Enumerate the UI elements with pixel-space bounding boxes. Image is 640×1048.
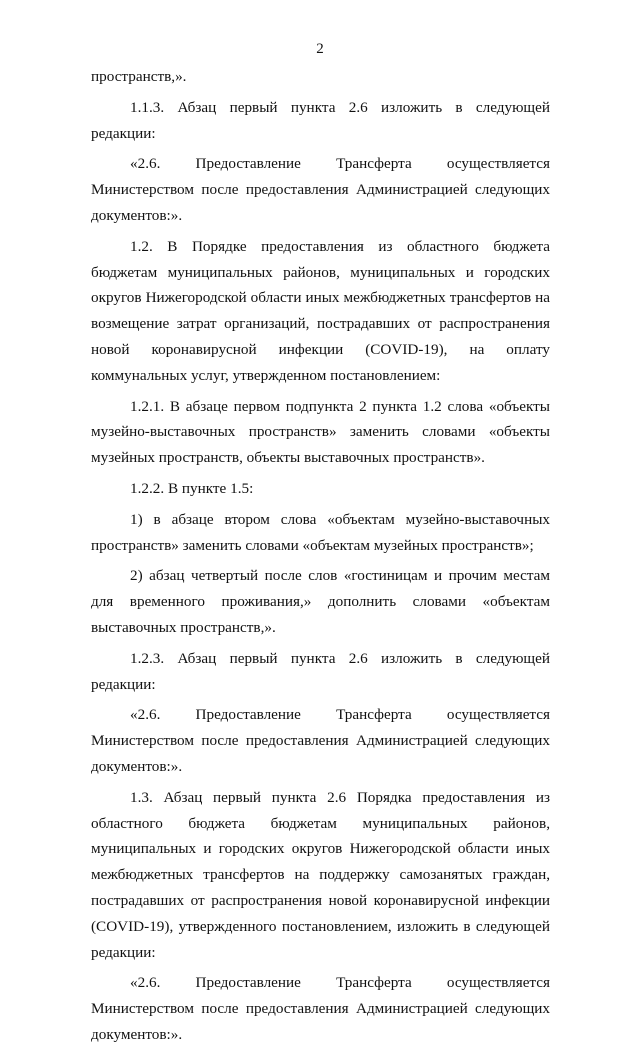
paragraph-item-2: 2) абзац четвертый после слов «гостиницам и прочим местам для временного проживания,» дополнить словами «объектам выставочных пространств,». <box>91 567 550 636</box>
page-number: 2 <box>316 41 324 57</box>
paragraph-1-2: 1.2. В Порядке предоставления из областного бюджета бюджетам муниципальных районов, муниципальных и городских округов Нижегородской области иных межбюджетных трансфертов на возмещение затрат организаций, пострадавших от распространения новой коронавирусной инфекции (COVID-19), на оплату коммунальных услуг, утвержденном постановлением: <box>91 237 550 384</box>
paragraph-item-1: 1) в абзаце втором слова «объектам музейно-выставочных пространств» заменить словами «объектам музейных пространств»; <box>91 510 550 554</box>
paragraph-1-2-3: 1.2.3. Абзац первый пункта 2.6 изложить в следующей редакции: <box>91 649 550 693</box>
paragraph-quote-2-6: «2.6. Предоставление Трансферта осуществляется Министерством после предоставления Администрацией следующих документов:». <box>91 974 550 1043</box>
paragraph-1-3: 1.3. Абзац первый пункта 2.6 Порядка предоставления из областного бюджета бюджетам муниципальных районов, муниципальных и городских округов Нижегородской области иных межбюджетных трансфертов на поддержку самозанятых граждан, пострадавших от распространения новой коронавирусной инфекции (COVID-19), утвержденного постановлением, изложить в следующей редакции: <box>91 788 550 961</box>
paragraph-continuation: пространств,». <box>91 68 187 85</box>
paragraph-1-2-2: 1.2.2. В пункте 1.5: <box>130 479 254 497</box>
paragraph-1-2-1: 1.2.1. В абзаце первом подпункта 2 пункта 1.2 слова «объекты музейно-выставочных пространств» заменить словами «объекты музейных пространств, объекты выставочных пространств». <box>91 397 550 467</box>
paragraph-quote-2-6: «2.6. Предоставление Трансферта осуществляется Министерством после предоставления Администрацией следующих документов:». <box>91 155 550 224</box>
paragraph-1-1-3: 1.1.3. Абзац первый пункта 2.6 изложить в следующей редакции: <box>91 98 550 142</box>
paragraph-quote-2-6: «2.6. Предоставление Трансферта осуществляется Министерством после предоставления Администрацией следующих документов:». <box>91 706 550 775</box>
document-body <box>91 64 550 1048</box>
